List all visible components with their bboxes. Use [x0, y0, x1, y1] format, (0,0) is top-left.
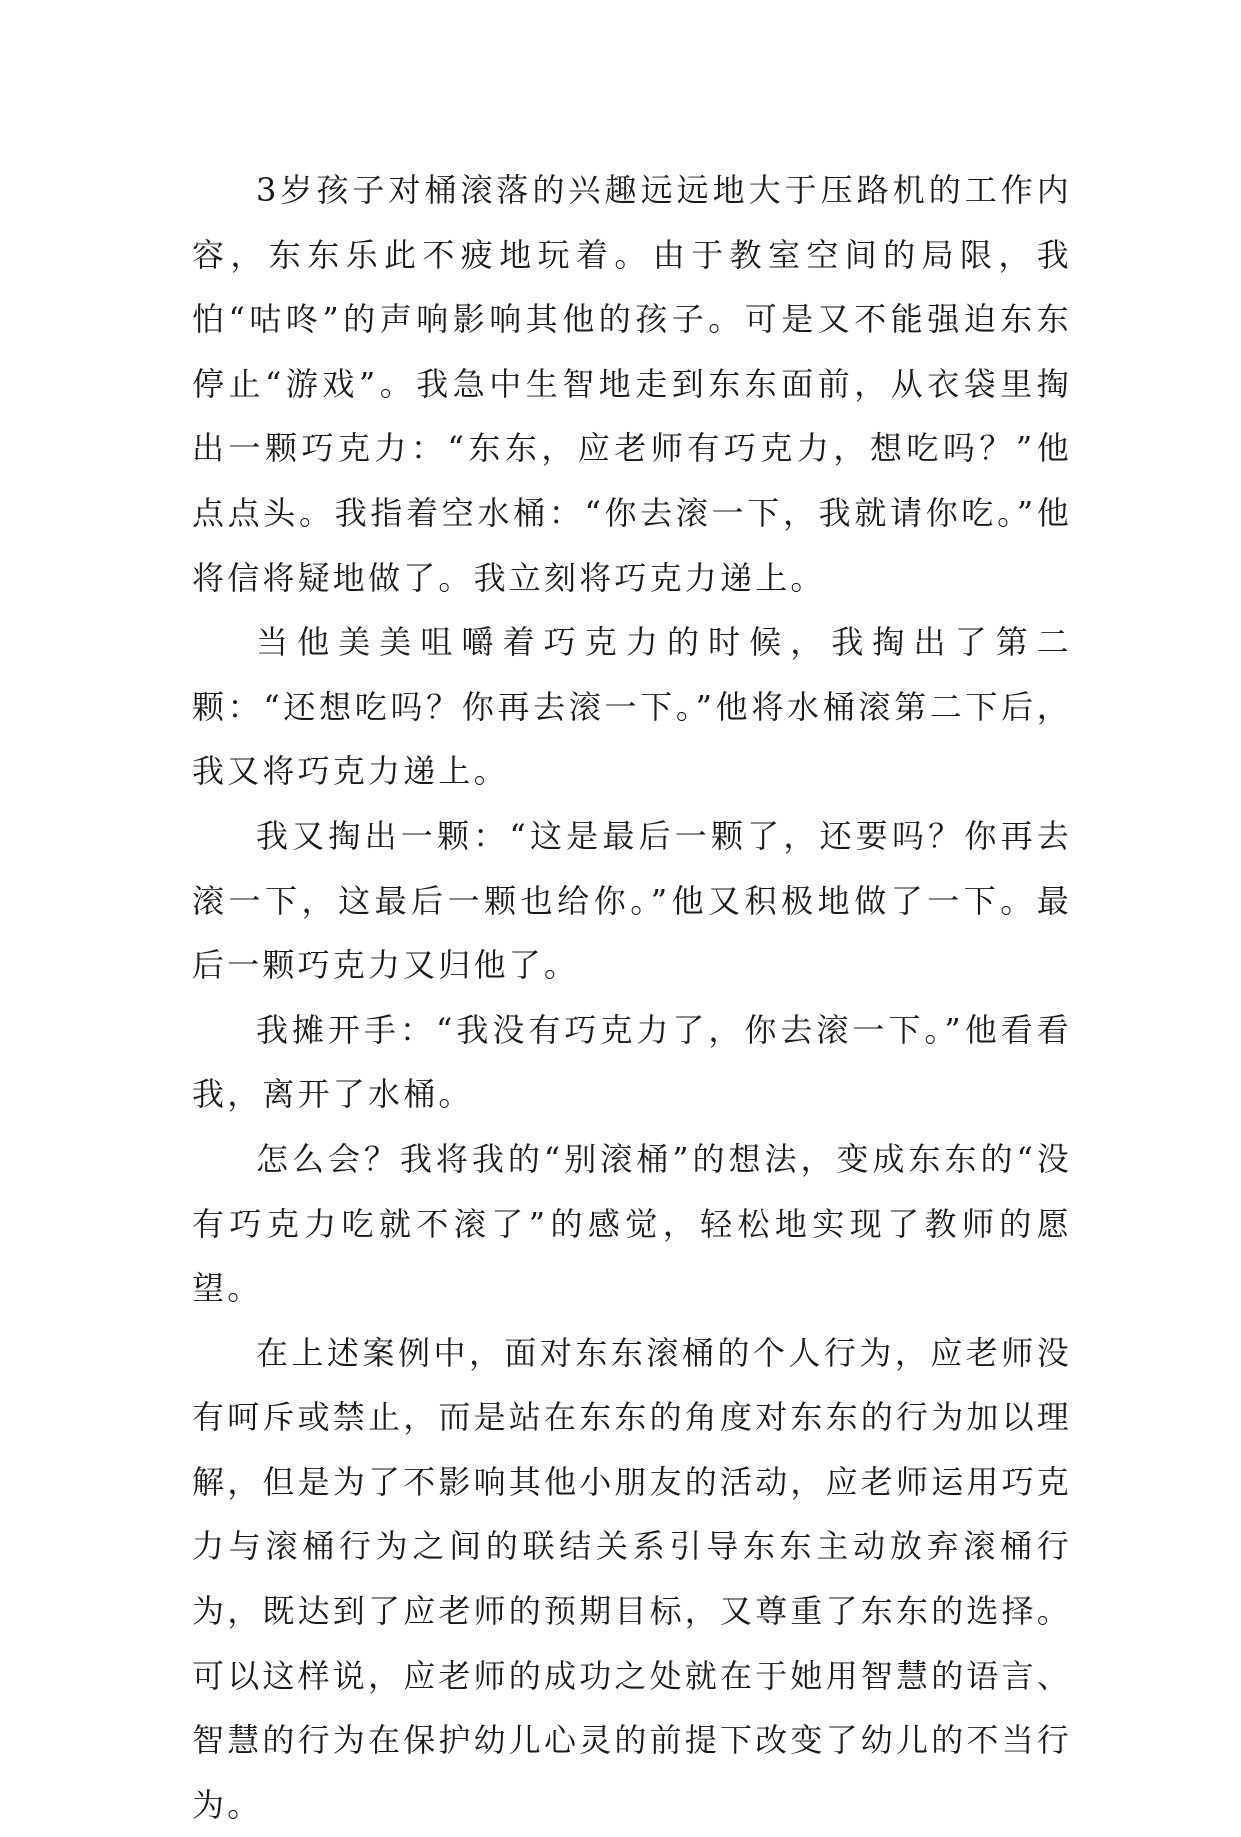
paragraph-5: 怎么会？我将我的“别滚桶”的想法，变成东东的“没有巧克力吃就不滚了”的感觉，轻松地实现了教师的愿望。	[192, 1139, 1072, 1308]
paragraph-6: 在上述案例中，面对东东滚桶的个人行为，应老师没有呵斥或禁止，而是站在东东的角度对东东的行为加以理解，但是为了不影响其他小朋友的活动，应老师运用巧克力与滚桶行为之间的联结关系引导东东主动放弃滚桶行为，既达到了应老师的预期目标，又尊重了东东的选择。可以这样说，应老师的成功之处就在于她用智慧的语言、智慧的行为在保护幼儿心灵的前提下改变了幼儿的不当行为。	[192, 1333, 1073, 1824]
document-body	[192, 158, 1072, 1837]
paragraph-2: 当他美美咀嚼着巧克力的时候，我掏出了第二颗：“还想吃吗？你再去滚一下。”他将水桶滚第二下后，我又将巧克力递上。	[192, 623, 1072, 791]
paragraph-4: 我摊开手：“我没有巧克力了，你去滚一下。”他看看我，离开了水桶。	[192, 1010, 1072, 1114]
paragraph-3: 我又掏出一颗：“这是最后一颗了，还要吗？你再去滚一下，这最后一颗也给你。”他又积极地做了一下。最后一颗巧克力又归他了。	[192, 816, 1072, 985]
paragraph-1: 3岁孩子对桶滚落的兴趣远远地大于压路机的工作内容，东东乐此不疲地玩着。由于教室空间的局限，我怕“咕咚”的声响影响其他的孩子。可是又不能强迫东东停止“游戏”。我急中生智地走到东东面前，从衣袋里掏出一颗巧克力：“东东，应老师有巧克力，想吃吗？”他点点头。我指着空水桶：“你去滚一下，我就请你吃。”他将信将疑地做了。我立刻将巧克力递上。	[192, 171, 1072, 597]
